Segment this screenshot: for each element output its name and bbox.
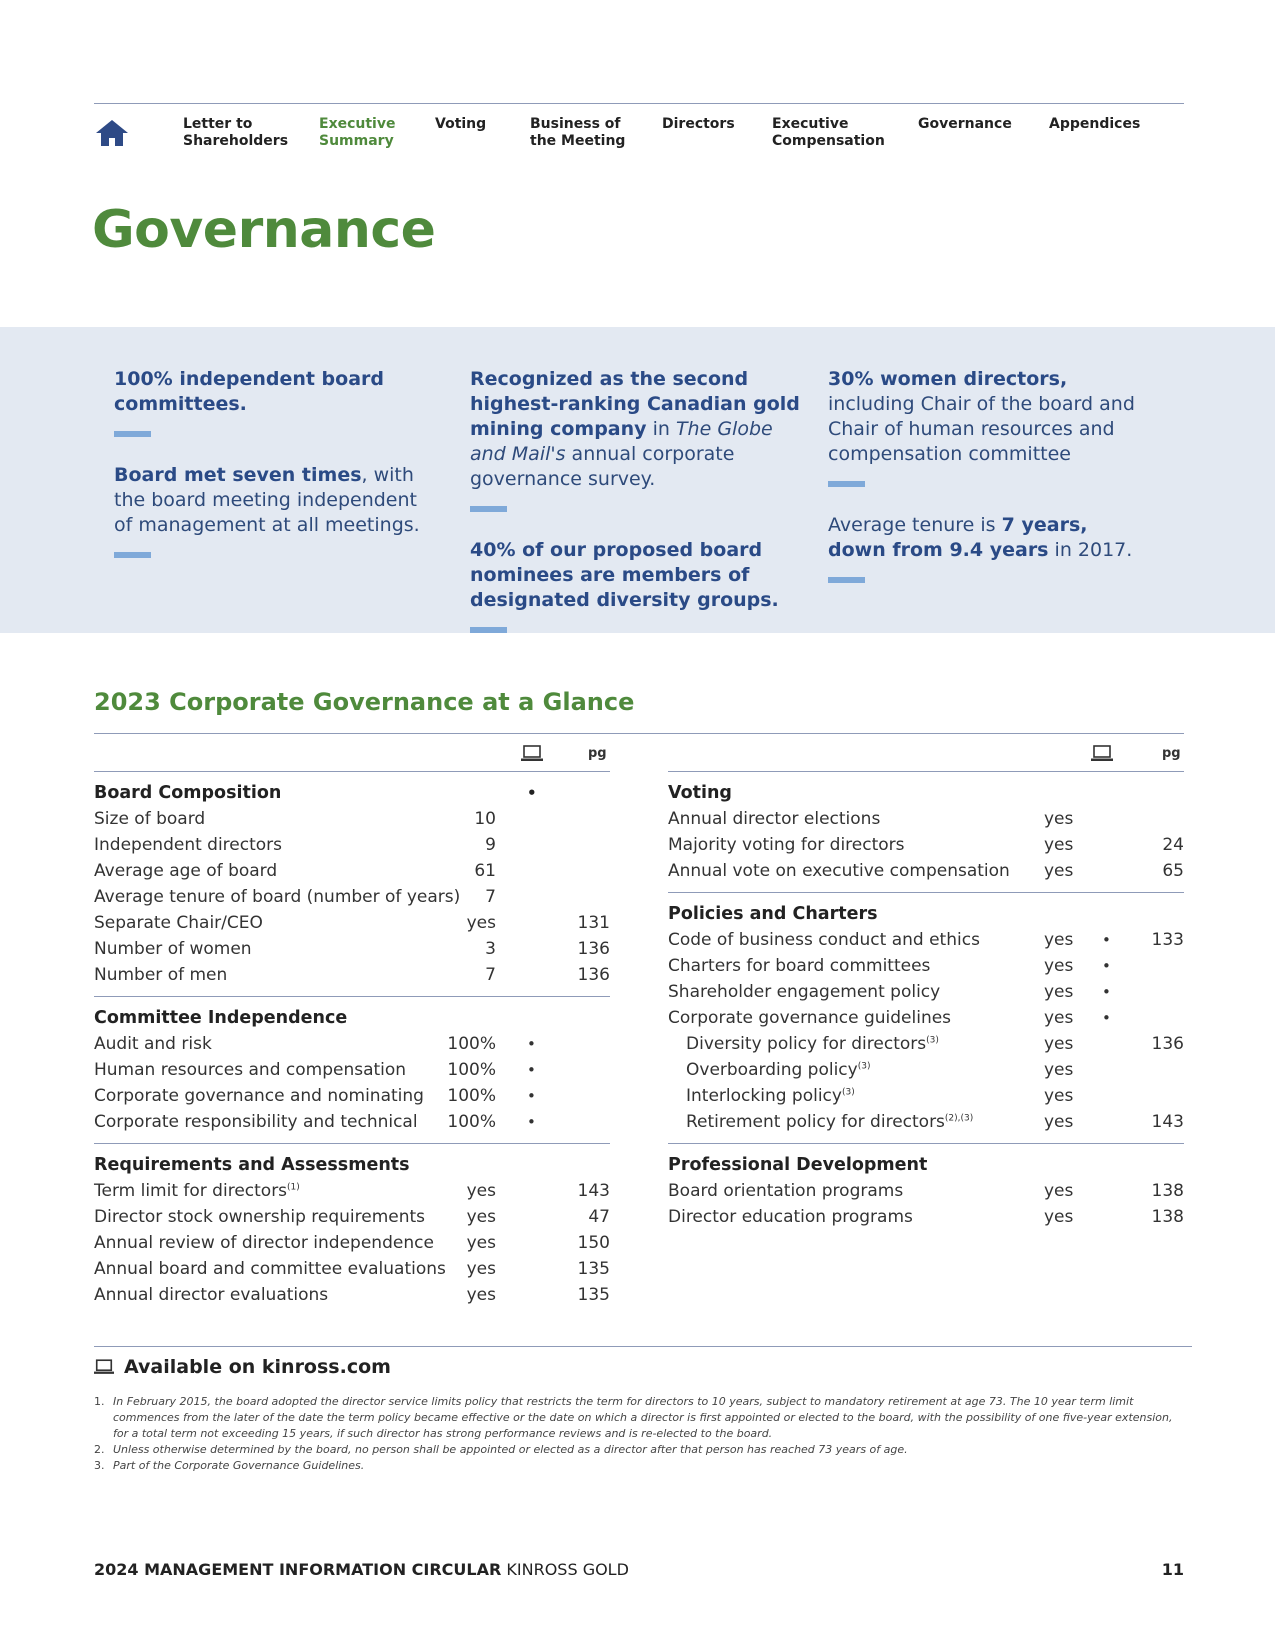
row-label-text: Overboarding policy	[686, 1060, 858, 1080]
pg-header: pg	[1162, 746, 1181, 761]
row-label: Annual vote on executive compensation	[668, 861, 1010, 881]
nav-label: Compensation	[772, 133, 885, 149]
divider	[94, 1346, 1192, 1347]
table-row	[94, 1204, 610, 1230]
nav-executive-summary[interactable]	[319, 116, 395, 150]
table-header	[668, 742, 1184, 772]
row-value: 100%	[447, 1112, 496, 1132]
row-value: yes	[1044, 1207, 1074, 1227]
row-label	[686, 1083, 855, 1109]
row-label-text: Retirement policy for directors	[686, 1112, 945, 1132]
table-row	[94, 1031, 610, 1057]
row-label-text: Term limit for directors	[94, 1181, 288, 1201]
table-row	[94, 832, 610, 858]
nav-label: Directors	[662, 116, 735, 132]
highlight-text: , with the board meeting independent of management at all meetings.	[114, 464, 420, 536]
nav-voting[interactable]	[435, 116, 486, 133]
row-label: Corporate governance and nominating	[94, 1086, 424, 1106]
row-value: yes	[466, 1259, 496, 1279]
nav-label: Summary	[319, 133, 394, 149]
accent-bar	[114, 552, 151, 558]
group-title: Requirements and Assessments	[94, 1155, 410, 1175]
row-value: yes	[1044, 1060, 1074, 1080]
table-row	[668, 979, 1184, 1005]
row-value: yes	[1044, 1112, 1074, 1132]
page-reference[interactable]: 136	[577, 965, 610, 985]
nav-appendices[interactable]	[1049, 116, 1140, 133]
home-icon[interactable]	[94, 118, 130, 148]
nav-governance[interactable]	[918, 116, 1012, 133]
table-row	[94, 1256, 610, 1282]
row-value: 100%	[447, 1086, 496, 1106]
nav-label: Voting	[435, 116, 487, 132]
highlight-column-2	[470, 367, 810, 651]
page-title: Governance	[92, 200, 436, 260]
board-composition-group	[94, 780, 610, 997]
row-label: Corporate governance guidelines	[668, 1008, 952, 1028]
accent-bar	[828, 481, 865, 487]
page-reference[interactable]: 138	[1151, 1207, 1184, 1227]
row-label: Size of board	[94, 809, 206, 829]
page-reference[interactable]: 143	[1151, 1112, 1184, 1132]
table-row	[94, 910, 610, 936]
nav-label: Executive	[772, 116, 849, 132]
table-row	[668, 1109, 1184, 1135]
highlight-text: 7 years, down from 9.4 years	[828, 514, 1088, 561]
professional-development-group	[668, 1152, 1184, 1238]
page-reference[interactable]: 133	[1151, 930, 1184, 950]
highlight-text: in 2017.	[1048, 539, 1133, 561]
table-row	[94, 1057, 610, 1083]
highlight-text: Board met seven times	[114, 464, 362, 486]
footnote-text: Part of the Corporate Governance Guidelines.	[113, 1459, 365, 1472]
row-label	[94, 1178, 300, 1204]
footer-company: KINROSS GOLD	[501, 1560, 629, 1579]
row-value: yes	[466, 1207, 496, 1227]
row-value: yes	[466, 1233, 496, 1253]
highlights-band	[0, 327, 1275, 633]
page-reference[interactable]: 150	[577, 1233, 610, 1253]
footnote-number: 1.	[94, 1395, 105, 1408]
row-value: 9	[485, 835, 496, 855]
footnote-number: 2.	[94, 1443, 105, 1456]
table-row	[668, 1031, 1184, 1057]
row-label: Annual board and committee evaluations	[94, 1259, 446, 1279]
nav-label: Governance	[918, 116, 1012, 132]
nav-executive-compensation[interactable]	[772, 116, 885, 150]
row-label: Annual review of director independence	[94, 1233, 434, 1253]
table-row	[94, 1109, 610, 1135]
row-label-text: Interlocking policy	[686, 1086, 842, 1106]
pg-header: pg	[588, 746, 607, 761]
nav-business-of-the-meeting[interactable]	[530, 116, 625, 150]
table-row	[668, 832, 1184, 858]
voting-group	[668, 780, 1184, 893]
row-value: 7	[485, 887, 496, 907]
page-reference[interactable]: 136	[577, 939, 610, 959]
page-reference[interactable]: 143	[577, 1181, 610, 1201]
row-label: Average age of board	[94, 861, 278, 881]
row-value: yes	[1044, 930, 1074, 950]
row-label: Separate Chair/CEO	[94, 913, 263, 933]
table-row	[94, 1230, 610, 1256]
available-online-bullet: •	[1102, 1009, 1111, 1027]
row-value: yes	[1044, 1086, 1074, 1106]
row-label: Shareholder engagement policy	[668, 982, 941, 1002]
table-row	[94, 806, 610, 832]
row-label: Independent directors	[94, 835, 283, 855]
available-online-bullet: •	[1102, 931, 1111, 949]
top-navigation	[94, 103, 1184, 163]
table-row	[94, 884, 610, 910]
row-value: 3	[485, 939, 496, 959]
requirements-group	[94, 1152, 610, 1316]
row-label: Annual director elections	[668, 809, 881, 829]
available-online-bullet: •	[527, 784, 537, 802]
footnote-number: 3.	[94, 1459, 105, 1472]
table-row	[668, 927, 1184, 953]
laptop-icon	[94, 1359, 114, 1376]
row-value: yes	[1044, 956, 1074, 976]
footnote-ref: (3)	[926, 1035, 939, 1046]
row-value: yes	[1044, 1181, 1074, 1201]
footnote-ref: (2),(3)	[944, 1113, 974, 1124]
row-value: yes	[466, 1181, 496, 1201]
page-reference[interactable]: 135	[577, 1285, 610, 1305]
table-row	[668, 806, 1184, 832]
row-label: Number of men	[94, 965, 228, 985]
accent-bar	[470, 506, 507, 512]
page-reference[interactable]: 24	[1162, 835, 1184, 855]
group-title: Voting	[668, 783, 732, 803]
highlight-text: 100% independent board committees.	[114, 368, 385, 415]
table-row	[94, 936, 610, 962]
page-reference[interactable]: 135	[577, 1259, 610, 1279]
page-number: 11	[1161, 1560, 1184, 1579]
accent-bar	[470, 627, 507, 633]
policies-group	[668, 901, 1184, 1144]
row-label: Number of women	[94, 939, 252, 959]
table-row	[668, 1178, 1184, 1204]
row-value: 100%	[447, 1060, 496, 1080]
page-reference[interactable]: 47	[588, 1207, 610, 1227]
table-row	[668, 858, 1184, 884]
highlight-column-3	[828, 367, 1138, 601]
row-label: Majority voting for directors	[668, 835, 905, 855]
table-row	[668, 953, 1184, 979]
group-title: Policies and Charters	[668, 904, 878, 924]
divider	[94, 733, 1184, 734]
table-row	[94, 1083, 610, 1109]
table-row	[668, 1083, 1184, 1109]
row-label: Director education programs	[668, 1207, 913, 1227]
row-value: yes	[1044, 982, 1074, 1002]
highlight-text: Recognized as the second highest-ranking Canadian gold mining company	[470, 368, 800, 440]
highlight-text: Average tenure is	[828, 514, 1002, 536]
laptop-icon	[1091, 745, 1113, 763]
table-row	[668, 1005, 1184, 1031]
available-online-bullet: •	[1102, 983, 1111, 1001]
page-reference[interactable]: 65	[1162, 861, 1184, 881]
row-label-text: Diversity policy for directors	[686, 1034, 927, 1054]
nav-label: Business of	[530, 116, 621, 132]
row-value: yes	[1044, 1008, 1074, 1028]
group-title: Committee Independence	[94, 1008, 348, 1028]
highlight-text: The Globe and Mail's	[470, 418, 773, 465]
laptop-icon	[521, 745, 543, 763]
row-label: Charters for board committees	[668, 956, 931, 976]
table-header	[94, 742, 610, 772]
table-row	[94, 858, 610, 884]
row-label: Corporate responsibility and technical	[94, 1112, 418, 1132]
row-label: Average tenure of board (number of years)	[94, 887, 461, 907]
nav-label: the Meeting	[530, 133, 626, 149]
available-online-bullet: •	[527, 1035, 536, 1053]
row-label: Board orientation programs	[668, 1181, 904, 1201]
nav-directors[interactable]	[662, 116, 735, 133]
highlight-text: 40% of our proposed board nominees are members of designated diversity groups.	[470, 539, 779, 611]
row-value: 61	[474, 861, 496, 881]
highlight-text: including Chair of the board and Chair of human resources and compensation committee	[828, 393, 1135, 465]
available-online-bullet: •	[1102, 957, 1111, 975]
row-label: Audit and risk	[94, 1034, 212, 1054]
footnotes	[94, 1394, 1184, 1474]
highlight-column-1	[114, 367, 434, 576]
glance-right-column	[668, 742, 1184, 1246]
page-reference[interactable]: 136	[1151, 1034, 1184, 1054]
row-value: 10	[474, 809, 496, 829]
nav-label: Appendices	[1049, 116, 1141, 132]
highlight-text: 30% women directors,	[828, 368, 1068, 390]
footnote	[94, 1394, 1184, 1442]
nav-label: Shareholders	[183, 133, 289, 149]
row-label: Director stock ownership requirements	[94, 1207, 426, 1227]
row-label: Code of business conduct and ethics	[668, 930, 980, 950]
page-footer	[94, 1560, 629, 1579]
nav-label: Letter to	[183, 116, 253, 132]
nav-label: Executive	[319, 116, 396, 132]
committee-independence-group	[94, 1005, 610, 1144]
row-value: yes	[1044, 861, 1074, 881]
row-value: yes	[1044, 1034, 1074, 1054]
row-value: 7	[485, 965, 496, 985]
group-title: Professional Development	[668, 1155, 928, 1175]
row-value: yes	[1044, 809, 1074, 829]
page-reference[interactable]: 131	[577, 913, 610, 933]
footnote-ref: (1)	[287, 1182, 300, 1193]
glance-left-column	[94, 742, 610, 1324]
table-row	[94, 1282, 610, 1308]
group-title-text: Board Composition	[94, 783, 282, 803]
row-label	[686, 1109, 973, 1135]
footnote-ref: (3)	[857, 1061, 871, 1072]
nav-letter-to-shareholders[interactable]	[183, 116, 288, 150]
row-label	[686, 1031, 939, 1057]
highlight-text: annual corporate governance survey.	[470, 443, 735, 490]
available-online-bullet: •	[527, 1061, 536, 1079]
table-row	[94, 1178, 610, 1204]
available-online-legend	[94, 1356, 391, 1378]
group-title	[94, 780, 610, 806]
available-online-bullet: •	[527, 1087, 536, 1105]
row-label: Human resources and compensation	[94, 1060, 407, 1080]
row-value: yes	[466, 913, 496, 933]
row-value: yes	[1044, 835, 1074, 855]
row-value: yes	[466, 1285, 496, 1305]
row-label: Annual director evaluations	[94, 1285, 329, 1305]
available-text[interactable]: Available on kinross.com	[124, 1356, 391, 1378]
row-value: 100%	[447, 1034, 496, 1054]
row-label	[686, 1057, 870, 1083]
footer-title: 2024 MANAGEMENT INFORMATION CIRCULAR	[94, 1560, 502, 1579]
accent-bar	[114, 431, 151, 437]
table-row	[94, 962, 610, 988]
accent-bar	[828, 577, 865, 583]
footnote-ref: (3)	[841, 1087, 855, 1098]
table-row	[668, 1057, 1184, 1083]
footnote-text: In February 2015, the board adopted the director service limits policy that restricts the term for directors to 10 years, subject to mandatory retirement at age 73. The 10 year term limit commences from the later of the date the term policy became effective or the date on which a director is first appointed or elected to the board, with the possibility of one five-year extension, for a total term not exceeding 15 years, if such director has strong performance reviews and is re-elected to the board.	[113, 1395, 1173, 1440]
table-row	[668, 1204, 1184, 1230]
footnote-text: Unless otherwise determined by the board, no person shall be appointed or elected as a director after that person has reached 73 years of age.	[113, 1443, 908, 1456]
available-online-bullet: •	[527, 1113, 536, 1131]
highlight-text: in	[646, 418, 676, 440]
footnote	[94, 1458, 1184, 1474]
section-title: 2023 Corporate Governance at a Glance	[94, 688, 635, 716]
page-reference[interactable]: 138	[1151, 1181, 1184, 1201]
footnote	[94, 1442, 1184, 1458]
